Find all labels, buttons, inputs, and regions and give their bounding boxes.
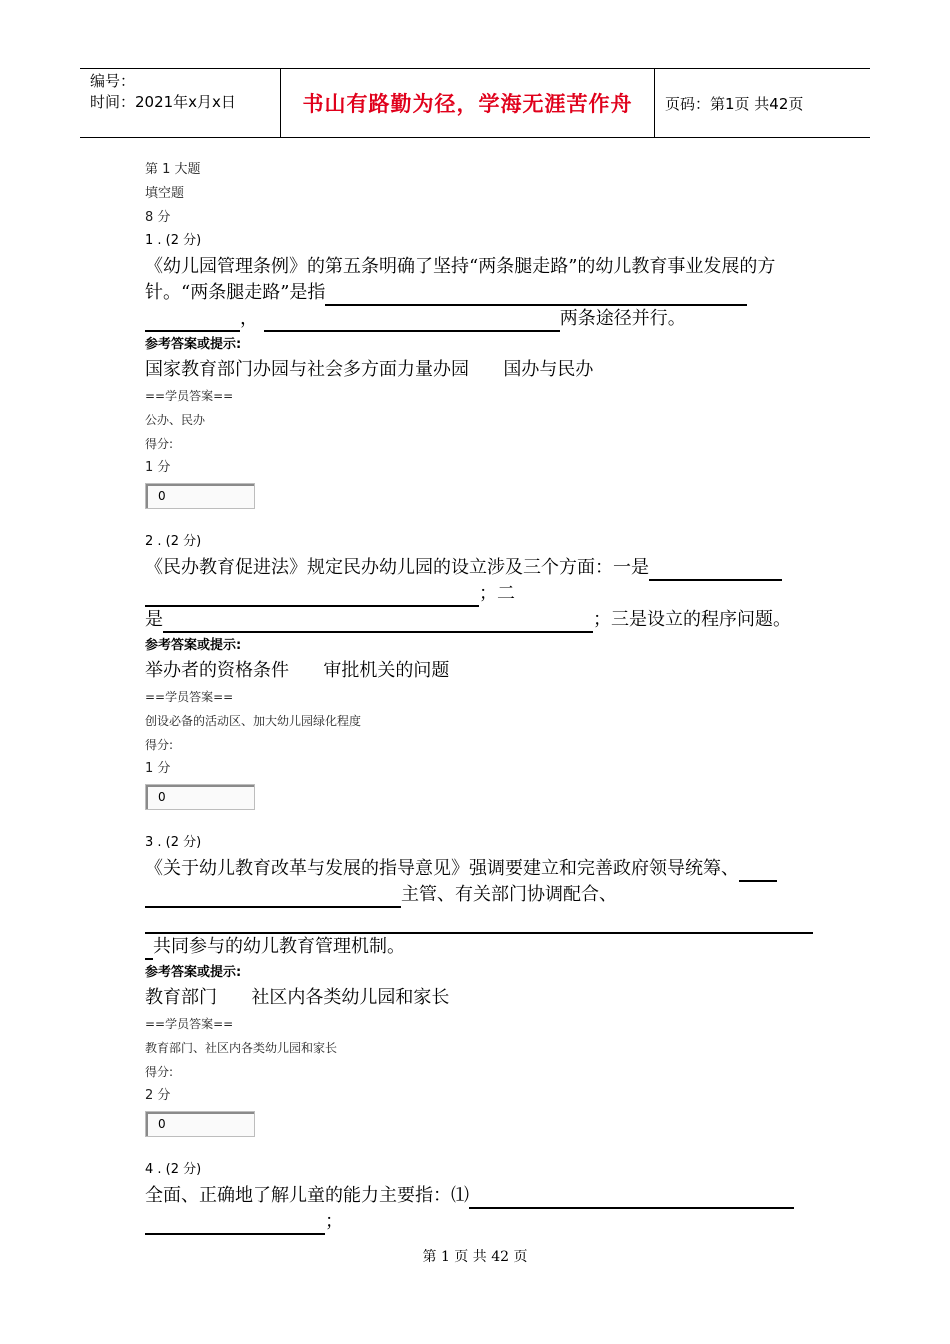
question-number: 3 . (2 分) — [145, 835, 202, 850]
question-text-part: 是 — [145, 609, 163, 630]
question-text — [145, 254, 815, 332]
question-number: 2 . (2 分) — [145, 534, 202, 549]
page-footer: 第 1 页 共 42 页 — [422, 1249, 528, 1265]
question-text-part: 《民办教育促进法》规定民办幼儿园的设立涉及三个方面：一是 — [145, 557, 649, 578]
student-answer-label: ==学员答案== — [145, 1017, 234, 1031]
question-text-part: 主管、有关部门协调配合、 — [401, 884, 617, 905]
score-label: 得分: — [145, 738, 174, 752]
question-number: 4 . (2 分) — [145, 1162, 202, 1177]
answer-blank — [145, 585, 479, 607]
number-label: 编号： — [90, 72, 136, 90]
answer-blank — [145, 886, 401, 908]
header-meta — [80, 69, 281, 137]
question-1 — [145, 230, 815, 509]
answer-blank — [325, 284, 747, 306]
answer-blank — [145, 1213, 325, 1235]
answer-blank — [145, 912, 813, 934]
answer-blank — [264, 310, 560, 332]
answer-blank — [739, 860, 777, 882]
ref-answer-label: 参考答案或提示: — [145, 965, 242, 980]
question-4 — [145, 1159, 815, 1235]
score-value: 1 分 — [145, 761, 171, 776]
question-text-part: 《关于幼儿教育改革与发展的指导意见》强调要建立和完善政府领导统筹、 — [145, 858, 739, 879]
section-type: 填空题 — [145, 186, 185, 201]
ref-answer: 国家教育部门办园与社会多方面力量办园 国办与民办 — [145, 359, 594, 380]
question-text — [145, 1183, 815, 1235]
answer-blank — [145, 310, 240, 332]
student-answer-label: ==学员答案== — [145, 690, 234, 704]
score-value: 1 分 — [145, 460, 171, 475]
question-text-part: ；二 — [479, 583, 515, 604]
answer-blank — [145, 938, 153, 960]
question-text-part: 共同参与的幼儿教育管理机制。 — [153, 936, 405, 957]
question-text-part: ； — [325, 1211, 343, 1232]
document-header — [80, 68, 870, 138]
score-input[interactable]: 0 — [145, 483, 255, 509]
question-text — [145, 856, 815, 960]
question-text-part: ；三是设立的程序问题。 — [593, 609, 791, 630]
student-answer: 创设必备的活动区、加大幼儿园绿化程度 — [145, 714, 362, 728]
score-label: 得分: — [145, 437, 174, 451]
ref-answer: 教育部门 社区内各类幼儿园和家长 — [145, 987, 450, 1008]
question-number: 1 . (2 分) — [145, 233, 202, 248]
student-answer: 公办、民办 — [145, 413, 206, 427]
question-text-part: 全面、正确地了解儿童的能力主要指：⑴ — [145, 1185, 469, 1206]
student-answer-label: ==学员答案== — [145, 389, 234, 403]
student-answer: 教育部门、社区内各类幼儿园和家长 — [145, 1041, 338, 1055]
time-label: 时间：2021年x月x日 — [90, 93, 236, 111]
score-label: 得分: — [145, 1065, 174, 1079]
exam-content — [145, 158, 815, 1237]
ref-answer-label: 参考答案或提示: — [145, 337, 242, 352]
score-input[interactable]: 0 — [145, 784, 255, 810]
question-2 — [145, 531, 815, 810]
header-page-info: 页码：第1页 共42页 — [665, 94, 804, 113]
answer-blank — [163, 611, 593, 633]
section-points: 8 分 — [145, 210, 171, 225]
question-text-part: ， — [240, 308, 258, 329]
question-3 — [145, 832, 815, 1137]
answer-blank — [649, 559, 782, 581]
question-text — [145, 555, 815, 633]
ref-answer-label: 参考答案或提示: — [145, 638, 242, 653]
question-text-part: 两条途径并行。 — [559, 308, 686, 329]
score-value: 2 分 — [145, 1088, 171, 1103]
ref-answer: 举办者的资格条件 审批机关的问题 — [145, 660, 450, 681]
header-motto: 书山有路勤为径，学海无涯苦作舟 — [281, 69, 655, 137]
section-title: 第 1 大题 — [145, 162, 201, 177]
score-input[interactable]: 0 — [145, 1111, 255, 1137]
answer-blank — [469, 1187, 794, 1209]
question-text-part: 《幼儿园管理条例》的第五条明确了坚持“两条腿走路”的幼儿教育事业发展的方针。“两条腿走路”是指 — [145, 256, 776, 303]
